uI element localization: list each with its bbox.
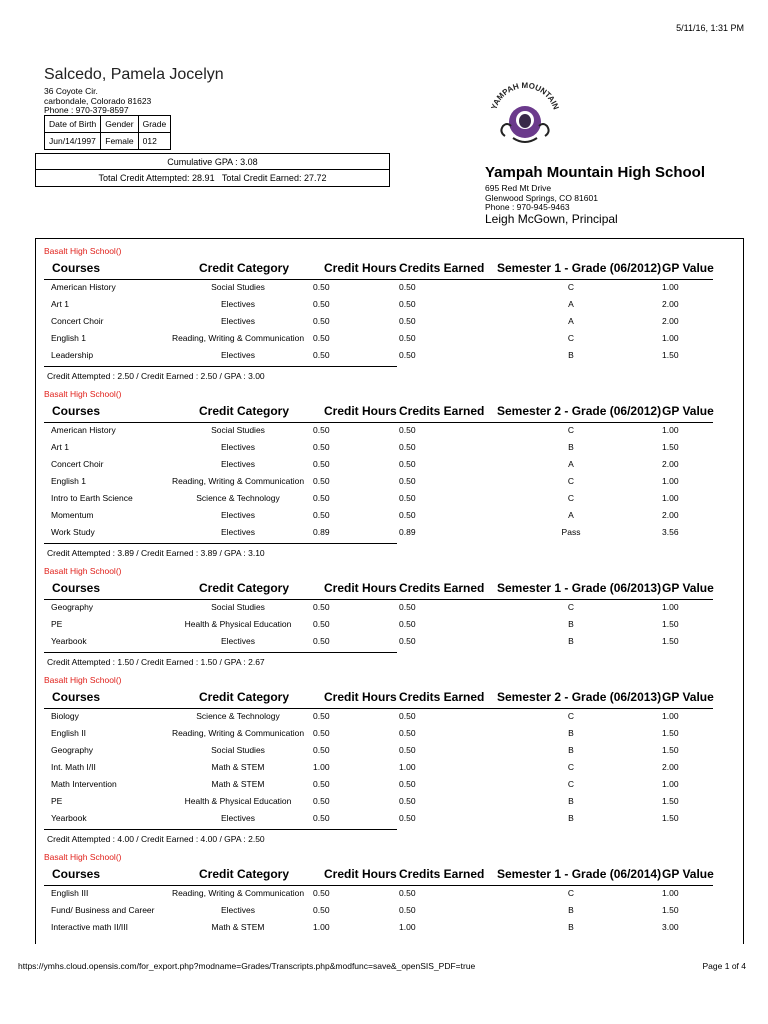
school-logo (485, 74, 565, 152)
header-credit-hours: Credit Hours (324, 867, 397, 881)
credit-hours: 0.50 (313, 711, 330, 721)
credit-hours: 0.50 (313, 442, 330, 452)
header-credits-earned: Credits Earned (399, 867, 485, 881)
course-name: PE (51, 796, 63, 806)
credit-hours: 0.50 (313, 493, 330, 503)
grade-text: C (567, 762, 575, 772)
credits-earned: 0.50 (399, 888, 416, 898)
header-term-grade: Semester 2 - Grade (06/2012) (497, 404, 662, 418)
course-name: Concert Choir (51, 316, 104, 326)
school-name: Yampah Mountain High School (485, 164, 706, 181)
course-name: Work Study (51, 527, 95, 537)
credit-category-text: Electives (220, 510, 256, 520)
header-gp-value: GP Value (662, 404, 714, 418)
course-name: English 1 (51, 476, 86, 486)
student-address-line1: 36 Coyote Cir. (44, 86, 98, 96)
gp-value: 1.00 (662, 282, 679, 292)
credits-earned: 0.50 (399, 745, 416, 755)
gp-value: 1.50 (662, 350, 679, 360)
grade-value: 012 (138, 133, 171, 150)
section-summary-rule (44, 829, 397, 830)
credit-category-text: Electives (220, 813, 256, 823)
course-name: American History (51, 282, 116, 292)
gp-value: 1.50 (662, 796, 679, 806)
credit-hours: 0.50 (313, 299, 330, 309)
student-demographics-table (44, 115, 171, 150)
grade-text: Pass (561, 527, 581, 537)
grade-text: C (567, 779, 575, 789)
section-header-rule (44, 599, 713, 600)
school-address-line1: 695 Red Mt Drive (485, 183, 552, 193)
credit-category-text: Health & Physical Education (184, 619, 292, 629)
credits-earned: 0.50 (399, 442, 416, 452)
credit-category-text: Reading, Writing & Communication (171, 476, 305, 486)
gp-value: 1.50 (662, 905, 679, 915)
credits-earned: 0.50 (399, 779, 416, 789)
credit-hours: 1.00 (313, 762, 330, 772)
course-name: Yearbook (51, 813, 87, 823)
header-credits-earned: Credits Earned (399, 581, 485, 595)
credit-hours: 0.50 (313, 636, 330, 646)
course-name: Biology (51, 711, 79, 721)
credit-hours: 0.50 (313, 459, 330, 469)
header-credit-hours: Credit Hours (324, 690, 397, 704)
gp-value: 1.50 (662, 636, 679, 646)
school-principal: Leigh McGown, Principal (485, 212, 618, 226)
credits-earned: 0.50 (399, 711, 416, 721)
header-credits-earned: Credits Earned (399, 690, 485, 704)
grade-text: B (568, 905, 574, 915)
student-phone: Phone : 970-379-8597 (44, 105, 129, 115)
credit-category-text: Reading, Writing & Communication (171, 333, 305, 343)
grade-text: A (568, 316, 574, 326)
gpa-summary-box (35, 153, 390, 187)
gp-value: 1.50 (662, 442, 679, 452)
gp-value: 1.00 (662, 493, 679, 503)
header-credit-category: Credit Category (199, 867, 290, 881)
credit-category-text: Math & STEM (211, 779, 265, 789)
course-name: Momentum (51, 510, 94, 520)
grade-text: C (567, 493, 575, 503)
header-term-grade: Semester 2 - Grade (06/2013) (497, 690, 662, 704)
gp-value: 1.50 (662, 813, 679, 823)
credits-earned: 0.50 (399, 350, 416, 360)
credit-category-text: Electives (220, 905, 256, 915)
student-name: Salcedo, Pamela Jocelyn (44, 66, 224, 83)
grade-text: C (567, 282, 575, 292)
credit-hours: 0.50 (313, 350, 330, 360)
header-term-grade: Semester 1 - Grade (06/2012) (497, 261, 662, 275)
header-credit-category: Credit Category (199, 261, 290, 275)
credit-category-text: Electives (220, 459, 256, 469)
gp-value: 1.00 (662, 711, 679, 721)
credit-category-text: Health & Physical Education (184, 796, 292, 806)
credits-earned: 1.00 (399, 922, 416, 932)
credit-category-text: Electives (220, 442, 256, 452)
credit-hours: 0.50 (313, 905, 330, 915)
grade-text: B (568, 813, 574, 823)
course-name: Leadership (51, 350, 94, 360)
course-name: Yearbook (51, 636, 87, 646)
credit-category-text: Science & Technology (196, 711, 280, 721)
credit-category-text: Electives (220, 299, 256, 309)
credits-earned: 1.00 (399, 762, 416, 772)
header-credits-earned: Credits Earned (399, 404, 485, 418)
gp-value: 2.00 (662, 459, 679, 469)
grade-text: B (568, 796, 574, 806)
grade-text: B (568, 619, 574, 629)
gp-value: 2.00 (662, 762, 679, 772)
credit-category-text: Electives (220, 350, 256, 360)
print-date: 5/11/16, 1:31 PM (676, 23, 744, 33)
credit-hours: 0.50 (313, 619, 330, 629)
dob-value: Jun/14/1997 (45, 133, 101, 150)
credit-hours: 0.50 (313, 779, 330, 789)
header-gp-value: GP Value (662, 867, 714, 881)
header-gp-value: GP Value (662, 581, 714, 595)
header-courses: Courses (52, 404, 101, 418)
course-name: English III (51, 888, 89, 898)
grade-text: C (567, 425, 575, 435)
gp-value: 3.00 (662, 922, 679, 932)
credits-earned: 0.50 (399, 602, 416, 612)
credits-earned: 0.50 (399, 425, 416, 435)
grade-text: A (568, 299, 574, 309)
grade-label: Grade (138, 116, 171, 133)
credit-category-text: Social Studies (211, 282, 265, 292)
course-name: American History (51, 425, 116, 435)
credits-earned: 0.50 (399, 316, 416, 326)
gp-value: 1.50 (662, 619, 679, 629)
gp-value: 1.00 (662, 888, 679, 898)
course-name: Math Intervention (51, 779, 117, 789)
gp-value: 1.00 (662, 425, 679, 435)
section-school-name: Basalt High School() (44, 675, 122, 685)
credits-earned: 0.50 (399, 459, 416, 469)
grade-text: C (567, 333, 575, 343)
grade-text: B (568, 922, 574, 932)
header-courses: Courses (52, 261, 101, 275)
school-phone: Phone : 970-945-9463 (485, 202, 570, 212)
header-term-grade: Semester 1 - Grade (06/2014) (497, 867, 662, 881)
credit-hours: 0.50 (313, 888, 330, 898)
credit-hours: 0.50 (313, 796, 330, 806)
gp-value: 2.00 (662, 510, 679, 520)
section-summary: Credit Attempted : 2.50 / Credit Earned : 2.50 / GPA : 3.00 (47, 371, 265, 381)
credit-category-text: Math & STEM (211, 762, 265, 772)
course-name: Art 1 (51, 442, 69, 452)
credit-category-text: Science & Technology (196, 493, 280, 503)
header-courses: Courses (52, 690, 101, 704)
gp-value: 1.00 (662, 333, 679, 343)
credit-hours: 1.00 (313, 922, 330, 932)
header-credit-hours: Credit Hours (324, 581, 397, 595)
credits-earned: 0.50 (399, 905, 416, 915)
credits-earned: 0.89 (399, 527, 416, 537)
credit-category-text: Electives (220, 527, 256, 537)
header-gp-value: GP Value (662, 690, 714, 704)
course-name: Art 1 (51, 299, 69, 309)
credit-hours: 0.50 (313, 333, 330, 343)
credit-hours: 0.50 (313, 282, 330, 292)
header-term-grade: Semester 1 - Grade (06/2013) (497, 581, 662, 595)
course-name: Geography (51, 602, 94, 612)
credit-category-text: Math & STEM (211, 922, 265, 932)
credits-earned: 0.50 (399, 510, 416, 520)
grade-text: C (567, 476, 575, 486)
footer-page-number: Page 1 of 4 (702, 961, 746, 971)
grade-text: A (568, 459, 574, 469)
gp-value: 2.00 (662, 316, 679, 326)
credit-category-text: Electives (220, 636, 256, 646)
credit-category-text: Reading, Writing & Communication (171, 888, 305, 898)
section-summary-rule (44, 366, 397, 367)
header-courses: Courses (52, 581, 101, 595)
dob-label: Date of Birth (45, 116, 101, 133)
gp-value: 1.00 (662, 476, 679, 486)
credit-hours: 0.50 (313, 813, 330, 823)
section-school-name: Basalt High School() (44, 389, 122, 399)
course-name: Int. Math I/II (51, 762, 96, 772)
grade-text: C (567, 888, 575, 898)
cumulative-gpa: Cumulative GPA : 3.08 (167, 157, 258, 167)
section-summary-rule (44, 543, 397, 544)
grade-text: A (568, 510, 574, 520)
header-credit-hours: Credit Hours (324, 404, 397, 418)
gp-value: 1.50 (662, 728, 679, 738)
grade-text: B (568, 728, 574, 738)
credits-earned: 0.50 (399, 728, 416, 738)
credit-category-text: Electives (220, 316, 256, 326)
grade-text: B (568, 350, 574, 360)
course-name: PE (51, 619, 63, 629)
school-address-line2: Glenwood Springs, CO 81601 (485, 193, 598, 203)
credit-hours: 0.50 (313, 728, 330, 738)
section-summary-rule (44, 652, 397, 653)
credit-hours: 0.50 (313, 476, 330, 486)
credits-earned: 0.50 (399, 493, 416, 503)
credit-hours: 0.50 (313, 602, 330, 612)
credit-hours: 0.50 (313, 425, 330, 435)
header-credit-hours: Credit Hours (324, 261, 397, 275)
credits-earned: 0.50 (399, 333, 416, 343)
credit-category-text: Social Studies (211, 745, 265, 755)
footer-url: https://ymhs.cloud.opensis.com/for_export.php?modname=Grades/Transcripts.php&modfunc=save&_openSIS_PDF=true (18, 961, 476, 971)
header-courses: Courses (52, 867, 101, 881)
credit-category-text: Social Studies (211, 425, 265, 435)
credits-earned: 0.50 (399, 813, 416, 823)
header-credit-category: Credit Category (199, 581, 290, 595)
grade-text: B (568, 745, 574, 755)
section-header-rule (44, 885, 713, 886)
total-credits: Total Credit Attempted: 28.91 Total Credit Earned: 27.72 (98, 173, 327, 183)
header-credit-category: Credit Category (199, 690, 290, 704)
header-credit-category: Credit Category (199, 404, 290, 418)
section-header-rule (44, 422, 713, 423)
section-summary: Credit Attempted : 1.50 / Credit Earned : 1.50 / GPA : 2.67 (47, 657, 265, 667)
grade-text: B (568, 636, 574, 646)
course-name: Concert Choir (51, 459, 104, 469)
gender-label: Gender (101, 116, 138, 133)
credits-earned: 0.50 (399, 636, 416, 646)
gp-value: 1.50 (662, 745, 679, 755)
section-school-name: Basalt High School() (44, 246, 122, 256)
course-name: Geography (51, 745, 94, 755)
credit-hours: 0.50 (313, 316, 330, 326)
grade-text: C (567, 711, 575, 721)
credit-hours: 0.50 (313, 745, 330, 755)
header-gp-value: GP Value (662, 261, 714, 275)
credits-earned: 0.50 (399, 619, 416, 629)
credit-category-text: Social Studies (211, 602, 265, 612)
course-name: Fund/ Business and Career (51, 905, 155, 915)
section-school-name: Basalt High School() (44, 566, 122, 576)
gender-value: Female (101, 133, 138, 150)
gp-value: 1.00 (662, 779, 679, 789)
credit-hours: 0.89 (313, 527, 330, 537)
course-name: English 1 (51, 333, 86, 343)
student-address-line2: carbondale, Colorado 81623 (44, 96, 152, 106)
gp-value: 2.00 (662, 299, 679, 309)
gp-value: 3.56 (662, 527, 679, 537)
section-school-name: Basalt High School() (44, 852, 122, 862)
section-summary: Credit Attempted : 3.89 / Credit Earned : 3.89 / GPA : 3.10 (47, 548, 265, 558)
grade-text: B (568, 442, 574, 452)
credits-earned: 0.50 (399, 282, 416, 292)
logo-text: YAMPAH MOUNTAIN (489, 80, 561, 111)
grade-text: C (567, 602, 575, 612)
course-name: Intro to Earth Science (51, 493, 133, 503)
credit-hours: 0.50 (313, 510, 330, 520)
section-header-rule (44, 708, 713, 709)
course-name: Interactive math II/III (51, 922, 129, 932)
credits-earned: 0.50 (399, 796, 416, 806)
gp-value: 1.00 (662, 602, 679, 612)
credits-earned: 0.50 (399, 476, 416, 486)
section-summary: Credit Attempted : 4.00 / Credit Earned : 4.00 / GPA : 2.50 (47, 834, 265, 844)
header-credits-earned: Credits Earned (399, 261, 485, 275)
credit-category-text: Reading, Writing & Communication (171, 728, 305, 738)
course-name: English II (51, 728, 86, 738)
section-header-rule (44, 279, 713, 280)
credits-earned: 0.50 (399, 299, 416, 309)
